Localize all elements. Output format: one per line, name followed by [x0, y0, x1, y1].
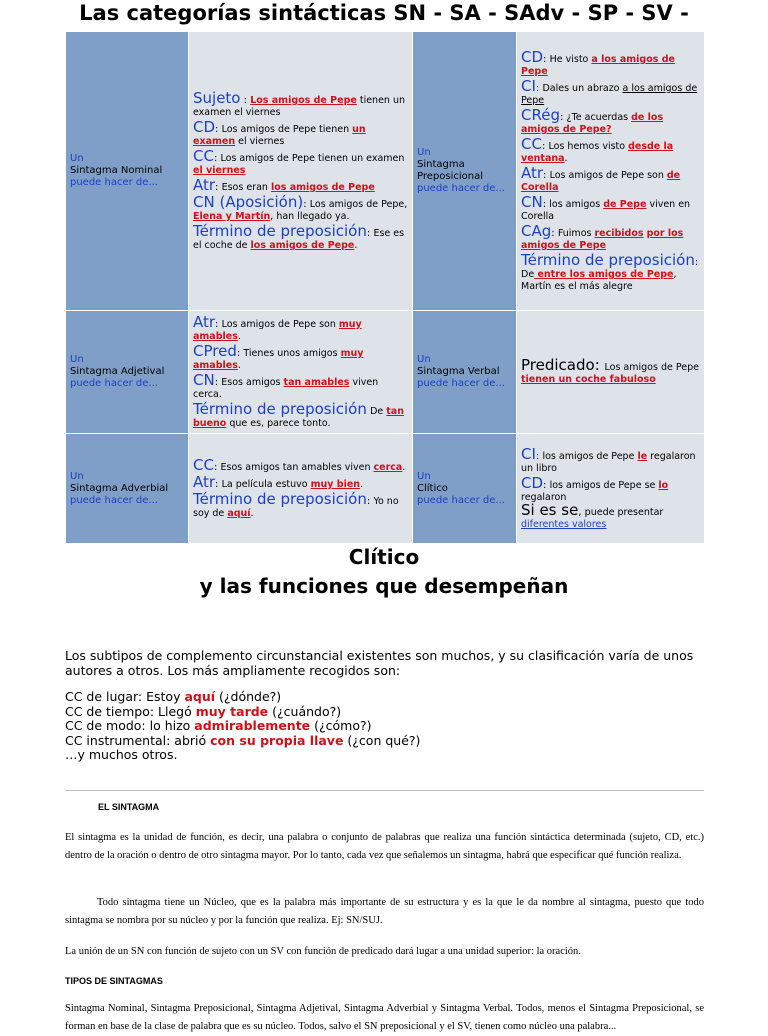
cc-subtype-text: CC de lugar: Estoy: [65, 689, 185, 704]
function-item: [193, 90, 408, 119]
cc-subtype-question: (¿con qué?): [343, 732, 421, 748]
cc-subtype-question: (¿cómo?): [310, 718, 372, 734]
example-text: viven cerca.: [193, 377, 379, 400]
example-highlight: entre los amigos de Pepe: [534, 269, 674, 280]
section-divider: [65, 790, 704, 791]
function-name: CN: [193, 371, 215, 389]
function-name: Sujeto: [193, 89, 241, 107]
example-text: .: [402, 462, 406, 473]
function-separator: :: [543, 170, 550, 181]
function-item: [521, 252, 700, 293]
function-separator: :: [694, 257, 699, 268]
function-item: [521, 223, 700, 252]
example-text: regalaron un libro: [521, 451, 696, 474]
function-name: CD: [521, 48, 544, 66]
example-text: puede presentar: [584, 507, 664, 518]
categories-table: [65, 31, 705, 544]
example-highlight: lo: [658, 480, 669, 491]
example-text: .: [250, 508, 254, 519]
example-text: Esos eran: [221, 182, 271, 193]
function-separator: :: [535, 83, 543, 94]
header-suffix: puede hacer de...: [70, 378, 158, 389]
header-phrase-type: Sintagma Preposicional: [417, 159, 483, 182]
function-item: [193, 401, 408, 430]
example-highlight: Elena y Martín: [193, 211, 271, 222]
function-item: [193, 194, 408, 223]
function-item: [193, 457, 408, 474]
table-row: [66, 311, 705, 434]
function-name: Si es se: [521, 501, 579, 519]
example-text: La película estuvo: [221, 479, 311, 490]
cc-subtype-question: (¿dónde?): [215, 689, 282, 704]
function-name: Término de preposición: [193, 222, 367, 240]
header-suffix: puede hacer de...: [417, 494, 505, 506]
example-text: Los amigos de Pepe tienen: [221, 124, 353, 135]
function-separator: :: [543, 54, 550, 65]
example-text: ¿Te acuerdas: [566, 112, 632, 123]
header-suffix: puede hacer de...: [70, 177, 158, 188]
header-prefix: Un: [417, 470, 431, 482]
example-text: .: [237, 331, 241, 342]
example-highlight: aquí: [227, 508, 251, 519]
function-separator: :: [366, 228, 374, 239]
cc-subtype-item: [65, 705, 705, 720]
clitico-heading-line2: y las funciones que desempeñan: [199, 574, 569, 598]
cc-subtype-question: (¿cuándo?): [268, 703, 342, 719]
left-functions: [189, 32, 413, 311]
function-name: CN (Aposición): [193, 193, 304, 211]
example-highlight: cerca: [373, 462, 403, 473]
table-row: [66, 434, 705, 544]
function-item: [193, 223, 408, 252]
example-highlight: de Corella: [521, 170, 681, 193]
header-phrase-type: Sintagma Verbal: [417, 366, 500, 377]
example-highlight: muy amables: [193, 319, 362, 342]
left-functions: [189, 311, 413, 434]
right-header: [413, 434, 517, 544]
right-functions: [517, 32, 705, 311]
header-prefix: Un: [417, 354, 431, 365]
function-item: [521, 446, 700, 475]
cc-subtype-item: [65, 748, 705, 763]
function-separator: :: [594, 355, 605, 374]
header-prefix: Un: [70, 153, 84, 164]
example-highlight: le: [637, 451, 648, 462]
function-separator: :: [215, 124, 222, 135]
function-item: [193, 148, 408, 177]
example-highlight: el viernes: [193, 165, 246, 176]
left-header: [66, 32, 189, 311]
function-item: [193, 343, 408, 372]
function-separator: :: [541, 141, 549, 152]
header-prefix: Un: [70, 354, 84, 365]
function-name: CC: [193, 147, 214, 165]
example-text: Esos amigos: [221, 377, 284, 388]
table-row: [66, 32, 705, 311]
function-item: [521, 165, 700, 194]
function-separator: :: [213, 153, 221, 164]
function-separator: :: [240, 95, 251, 106]
header-phrase-type: Sintagma Adverbial: [70, 482, 169, 494]
function-name: Término de preposición: [521, 251, 695, 269]
left-header: [66, 311, 189, 434]
example-text: Los amigos de Pepe son: [221, 319, 339, 330]
left-header: [66, 434, 189, 544]
cc-intro-paragraph: Los subtipos de complemento circunstancial existentes son muchos, y su clasificación varía de unos autores a otros. Los más ampliamente recogidos son:: [65, 648, 694, 678]
function-separator: :: [215, 479, 222, 490]
example-text: Esos amigos tan amables viven: [220, 462, 374, 473]
example-highlight: por los amigos de Pepe: [521, 228, 684, 251]
example-text: , han llegado ya.: [270, 211, 350, 222]
example-text: Los amigos de Pepe tienen un examen: [220, 153, 405, 164]
example-text: recibidos: [594, 228, 644, 239]
right-functions: [517, 311, 705, 434]
function-item: [521, 501, 700, 531]
header-phrase-type: Sintagma Nominal: [70, 165, 163, 176]
example-text: .: [564, 153, 568, 164]
function-separator: :: [214, 377, 222, 388]
right-functions: [517, 434, 705, 544]
function-name: Predicado: [521, 355, 595, 374]
cc-subtype-text: CC de modo: lo hizo: [65, 718, 195, 734]
function-name: Atr: [193, 176, 216, 194]
function-item: [193, 119, 408, 148]
example-text: los amigos: [549, 199, 604, 210]
example-text: De: [521, 269, 535, 280]
el-sintagma-p3: La unión de un SN con función de sujeto con un SV con función de predicado dará lugar a una unidad superior: la oración.: [65, 946, 581, 957]
function-separator: :: [366, 496, 374, 507]
cc-subtype-example: muy tarde: [195, 703, 269, 719]
header-phrase-type: Clítico: [417, 482, 448, 494]
example-text: Ese es el coche de: [193, 228, 405, 251]
example-highlight: de los amigos de Pepe?: [521, 112, 664, 135]
function-separator: :: [213, 462, 221, 473]
function-name: CC: [521, 135, 542, 153]
cc-subtype-example: admirablemente: [194, 718, 311, 734]
function-item: [521, 136, 700, 165]
function-name: CI: [521, 445, 536, 463]
example-text: Fuimos: [557, 228, 595, 239]
function-item: [521, 475, 700, 504]
function-item: [521, 78, 700, 107]
clitico-heading: [0, 543, 768, 601]
function-item: [193, 491, 408, 520]
example-text: .: [360, 479, 364, 490]
cc-subtype-item: [65, 690, 705, 705]
function-item: [521, 355, 700, 386]
example-text: Yo no soy de: [193, 496, 399, 519]
header-suffix: puede hacer de...: [70, 494, 158, 506]
example-text: tienen un examen el viernes: [193, 95, 406, 118]
example-text: a los amigos de Pepe: [521, 83, 698, 106]
function-name: Término de preposición: [193, 490, 367, 508]
cc-subtype-item: [65, 734, 705, 749]
tipos-p1: Sintagma Nominal, Sintagma Preposicional, Sintagma Adjetival, Sintagma Adverbial y Sintagma Verbal. Todos, menos el Sintagma Preposicional, se forman en base de la clase de palabra que es su núcleo. Todos, salvo el SN preposicional y el SV, tienen como núcleo una palabra...: [65, 1003, 704, 1032]
function-name: Atr: [193, 473, 216, 491]
cc-subtype-item: [65, 719, 705, 734]
function-name: CC: [193, 456, 214, 474]
tipos-heading: TIPOS DE SINTAGMAS: [65, 976, 163, 986]
cc-subtypes-list: [65, 690, 705, 763]
function-name: Atr: [521, 164, 544, 182]
example-highlight: Los amigos de Pepe: [250, 95, 357, 106]
function-name: CI: [521, 77, 536, 95]
header-phrase-type: Sintagma Adjetival: [70, 366, 165, 377]
example-highlight: los amigos de Pepe: [250, 240, 355, 251]
example-highlight: a los amigos de Pepe: [521, 54, 675, 77]
function-separator: :: [215, 182, 222, 193]
function-item: [193, 177, 408, 194]
function-item: [193, 372, 408, 401]
function-name: CN: [521, 193, 543, 211]
header-prefix: Un: [70, 470, 84, 482]
example-highlight: tan bueno: [193, 406, 404, 429]
page-title: Las categorías sintácticas SN - SA - SAdv - SP - SV -: [79, 1, 689, 25]
example-text: De: [370, 406, 387, 417]
example-text: Tienes unos amigos: [243, 348, 341, 359]
function-separator: :: [303, 199, 310, 210]
function-separator: ,: [578, 507, 585, 518]
function-item: [193, 314, 408, 343]
header-suffix: puede hacer de...: [417, 183, 505, 194]
header-suffix: puede hacer de...: [417, 378, 505, 389]
example-text: Los amigos de Pepe,: [309, 199, 408, 210]
function-name: CRég: [521, 106, 560, 124]
example-highlight: tan amables: [283, 377, 350, 388]
el-sintagma-p2: Todo sintagma tiene un Núcleo, que es la palabra más importante de su estructura y es la que le da nombre al sintagma, puesto que todo sintagma se nombra por su núcleo y por la función que realiza. Ej: SN/SUJ.: [65, 897, 704, 926]
example-text: .: [237, 360, 241, 371]
function-item: [193, 474, 408, 491]
function-name: CD: [521, 474, 544, 492]
example-highlight: los amigos de Pepe: [270, 182, 375, 193]
function-separator: :: [559, 112, 567, 123]
cc-subtype-example: con su propia llave: [210, 732, 344, 748]
right-header: [413, 32, 517, 311]
example-text: los amigos de Pepe se: [549, 480, 659, 491]
example-text: Dales un abrazo: [542, 83, 623, 94]
cc-subtype-text: CC instrumental: abrió: [65, 732, 211, 748]
example-highlight: muy amables: [193, 348, 364, 371]
function-item: [521, 194, 700, 223]
link-diferentes-valores[interactable]: diferentes valores: [521, 519, 607, 530]
example-highlight: tienen un coche fabuloso: [521, 373, 656, 385]
function-separator: :: [236, 348, 244, 359]
el-sintagma-heading: EL SINTAGMA: [98, 802, 160, 812]
example-highlight: de Pepe: [603, 199, 647, 210]
cc-subtype-text: …y muchos otros.: [65, 747, 178, 763]
example-text: , Martín es el más alegre: [521, 269, 677, 292]
example-text: He visto: [549, 54, 592, 65]
function-name: Atr: [193, 313, 216, 331]
function-name: CAg: [521, 222, 552, 240]
cc-subtype-example: aquí: [184, 689, 216, 704]
example-text: Los amigos de Pepe: [604, 361, 699, 373]
function-separator: :: [542, 199, 550, 210]
example-highlight: un examen: [193, 124, 366, 147]
function-separator: :: [551, 228, 558, 239]
function-item: [521, 107, 700, 136]
example-text: Los hemos visto: [548, 141, 629, 152]
cc-subtype-text: CC de tiempo: Llegó: [65, 703, 196, 719]
example-text: .: [354, 240, 358, 251]
function-separator: :: [535, 451, 543, 462]
example-highlight: desde la ventana: [521, 141, 674, 164]
example-text: Los amigos de Pepe son: [549, 170, 667, 181]
example-highlight: muy bien: [310, 479, 361, 490]
example-text: que es, parece tonto.: [226, 418, 331, 429]
function-name: Término de preposición: [193, 400, 367, 418]
example-text: los amigos de Pepe: [542, 451, 638, 462]
function-separator: :: [215, 319, 222, 330]
function-separator: :: [543, 480, 550, 491]
example-text: regalaron: [521, 492, 567, 503]
function-name: CD: [193, 118, 216, 136]
function-name: CPred: [193, 342, 237, 360]
left-functions: [189, 434, 413, 544]
function-item: [521, 49, 700, 78]
right-header: [413, 311, 517, 434]
clitico-heading-line1: Clítico: [348, 545, 420, 569]
el-sintagma-p1: El sintagma es la unidad de función, es decir, una palabra o conjunto de palabras que realiza una función sintáctica determinada (sujeto, CD, etc.) dentro de la oración o dentro de otro sintagma mayor. Por lo tanto, cada vez que señalemos un sintagma, habrá que especificar qué función realiza.: [65, 832, 704, 861]
example-text: el viernes: [235, 136, 285, 147]
header-prefix: Un: [417, 147, 431, 158]
example-text: viven en Corella: [521, 199, 691, 222]
